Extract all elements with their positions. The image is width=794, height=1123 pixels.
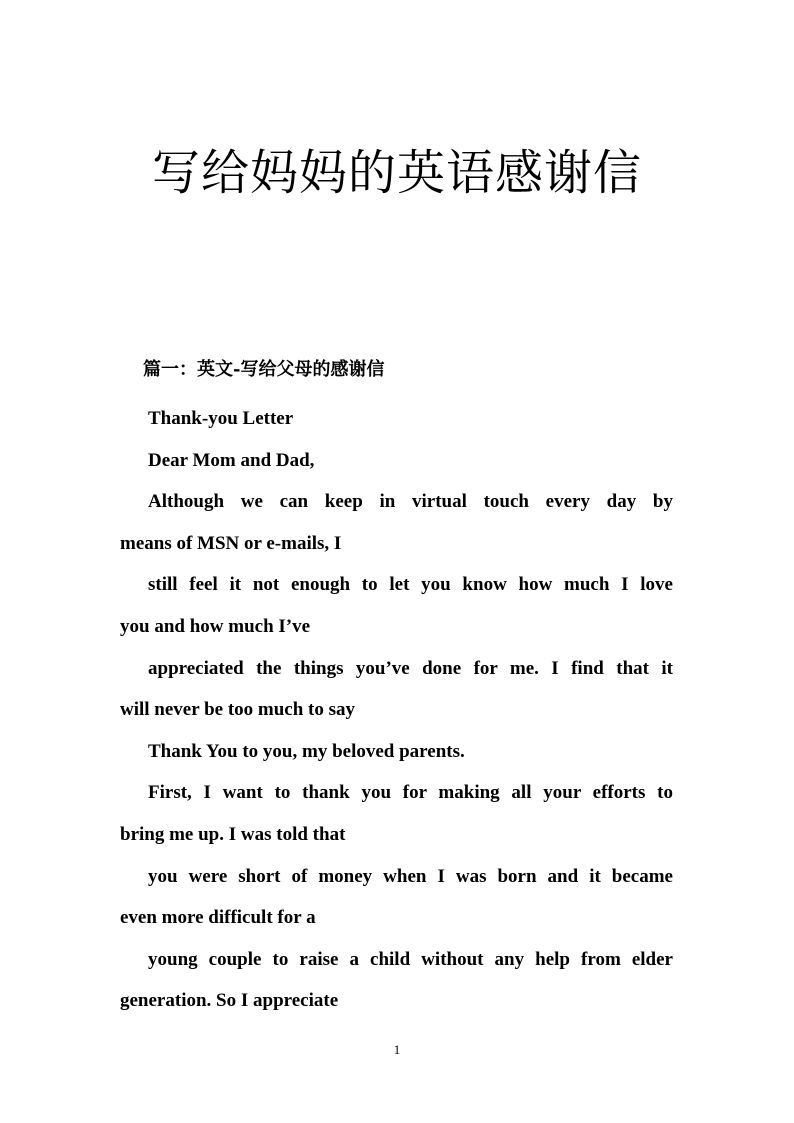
text-line: Dear Mom and Dad, [148,449,315,471]
text-line: will never be too much to say [120,699,356,721]
document-title: 写给妈妈的英语感谢信 [151,145,642,201]
text-line: Thank You to you, my beloved parents. [148,740,465,762]
text-line: First, I want to thank you for making all your efforts to [148,782,673,804]
text-line: Thank-you Letter [148,408,294,429]
text-line: appreciated the things you’ve done for me. I find that it [148,657,673,679]
text-line: young couple to raise a child without any help from elder [148,948,673,970]
text-line: bring me up. I was told that [120,823,346,845]
text-line: you were short of money when I was born and it became [148,865,673,887]
section-heading: 篇一：英文-写给父母的感谢信 [143,359,385,380]
text-line: you and how much I’ve [120,615,311,637]
text-line: generation. So I appreciate [120,990,339,1012]
text-line: Although we can keep in virtual touch every day by [148,491,673,513]
text-line: means of MSN or e-mails, I [120,532,342,554]
text-line: still feel it not enough to let you know how much I love [148,574,673,596]
text-line: even more difficult for a [120,907,316,929]
page-number: 1 [393,1042,401,1057]
letter-body [120,398,673,1022]
